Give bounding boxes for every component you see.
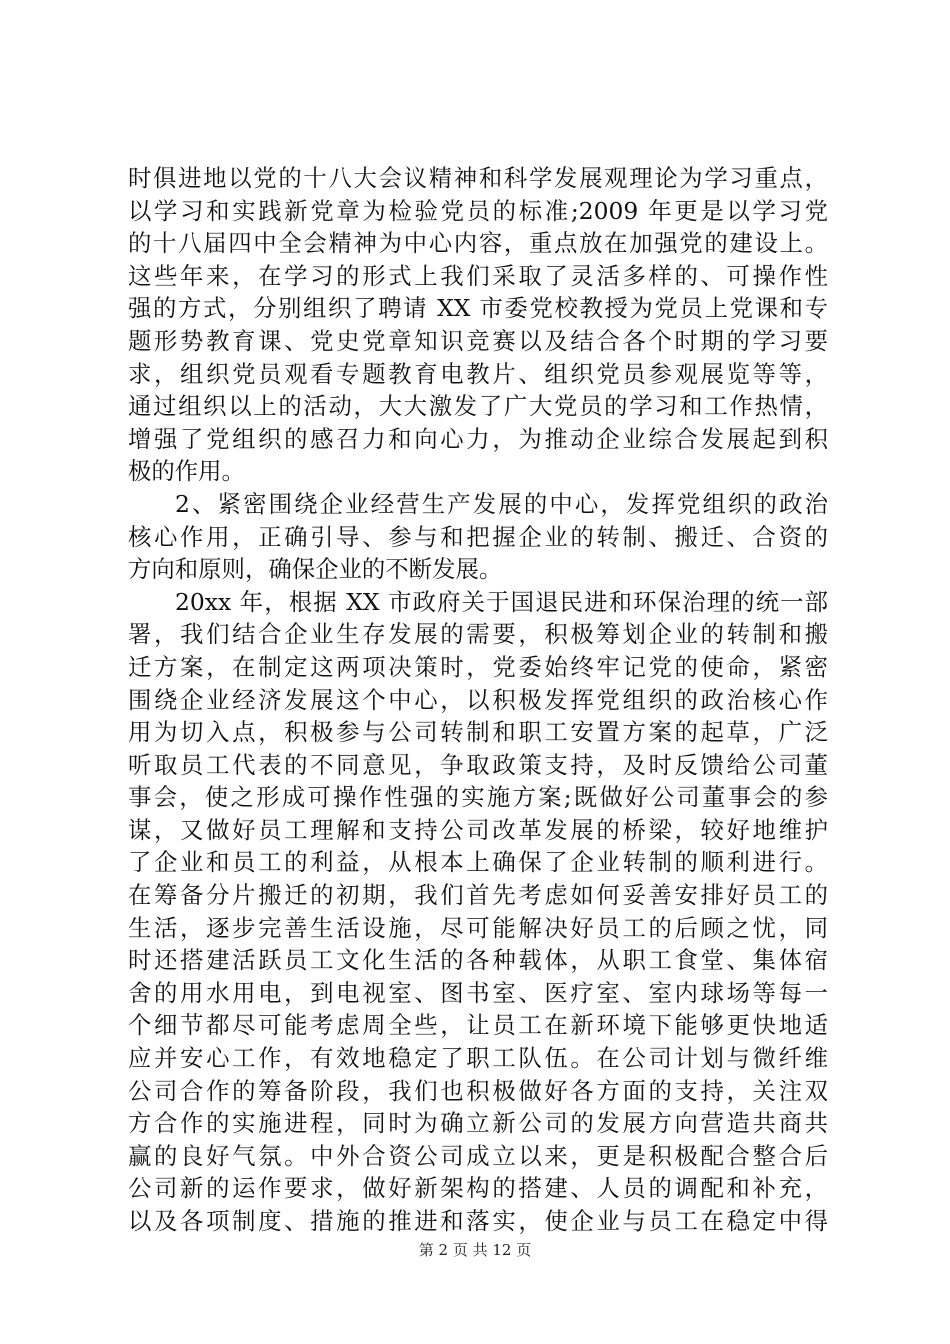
page-number-footer: 第 2 页 共 12 页 <box>418 1241 532 1259</box>
text-line: 围绕企业经济发展这个中心，以积极发挥党组织的政治核心作 <box>128 685 828 714</box>
text-line: 谋，又做好员工理解和支持公司改革发展的桥梁，较好地维护 <box>128 815 828 844</box>
text-line: 了企业和员工的利益，从根本上确保了企业转制的顺利进行。 <box>128 848 828 877</box>
text-line: 署，我们结合企业生存发展的需要，积极筹划企业的转制和搬 <box>128 620 828 649</box>
text-line: 赢的良好气氛。中外合资公司成立以来，更是积极配合整合后 <box>128 1141 828 1170</box>
text-line: 以学习和实践新党章为检验党员的标准;2009 年更是以学习党 <box>128 196 828 225</box>
text-line: 迁方案，在制定这两项决策时，党委始终牢记党的使命，紧密 <box>128 652 828 681</box>
text-line: 求，组织党员观看专题教育电教片、组织党员参观展览等等， <box>128 359 828 388</box>
text-line: 时还搭建活跃员工文化生活的各种载体，从职工食堂、集体宿 <box>128 946 828 975</box>
text-line: 方合作的实施进程，同时为确立新公司的发展方向营造共商共 <box>128 1109 828 1138</box>
text-line: 公司新的运作要求，做好新架构的搭建、人员的调配和补充， <box>128 1174 828 1203</box>
text-line: 强的方式，分别组织了聘请 XX 市委党校教授为党员上党课和专 <box>128 294 828 323</box>
text-line: 的十八届四中全会精神为中心内容，重点放在加强党的建设上。 <box>128 229 828 258</box>
text-line: 核心作用，正确引导、参与和把握企业的转制、搬迁、合资的 <box>128 522 828 551</box>
text-line: 2、紧密围绕企业经营生产发展的中心，发挥党组织的政治 <box>175 489 828 518</box>
text-line: 用为切入点，积极参与公司转制和职工安置方案的起草，广泛 <box>128 718 828 747</box>
text-line: 以及各项制度、措施的推进和落实，使企业与员工在稳定中得 <box>128 1207 828 1235</box>
text-line: 事会，使之形成可操作性强的实施方案;既做好公司董事会的参 <box>128 783 828 812</box>
text-line: 公司合作的筹备阶段，我们也积极做好各方面的支持，关注双 <box>128 1076 828 1105</box>
text-line: 方向和原则，确保企业的不断发展。 <box>128 555 503 584</box>
text-line: 20xx 年，根据 XX 市政府关于国退民进和环保治理的统一部 <box>175 587 828 616</box>
text-line: 应并安心工作，有效地稳定了职工队伍。在公司计划与微纤维 <box>128 1044 828 1073</box>
document-body <box>128 162 828 1238</box>
text-line: 增强了党组织的感召力和向心力，为推动企业综合发展起到积 <box>128 424 828 453</box>
text-line: 题形势教育课、党史党章知识竞赛以及结合各个时期的学习要 <box>128 326 828 355</box>
text-line: 这些年来，在学习的形式上我们采取了灵活多样的、可操作性 <box>128 261 828 290</box>
text-line: 极的作用。 <box>128 457 245 486</box>
text-line: 时俱进地以党的十八大会议精神和科学发展观理论为学习重点， <box>128 164 828 192</box>
text-line: 生活，逐步完善生活设施，尽可能解决好员工的后顾之忧，同 <box>128 913 828 942</box>
text-line: 个细节都尽可能考虑周全些，让员工在新环境下能够更快地适 <box>128 1011 828 1040</box>
text-line: 通过组织以上的活动，大大激发了广大党员的学习和工作热情， <box>128 392 828 421</box>
text-line: 听取员工代表的不同意见，争取政策支持，及时反馈给公司董 <box>128 750 828 779</box>
text-line: 舍的用水用电，到电视室、图书室、医疗室、室内球场等每一 <box>128 978 828 1007</box>
text-line: 在筹备分片搬迁的初期，我们首先考虑如何妥善安排好员工的 <box>128 881 828 910</box>
